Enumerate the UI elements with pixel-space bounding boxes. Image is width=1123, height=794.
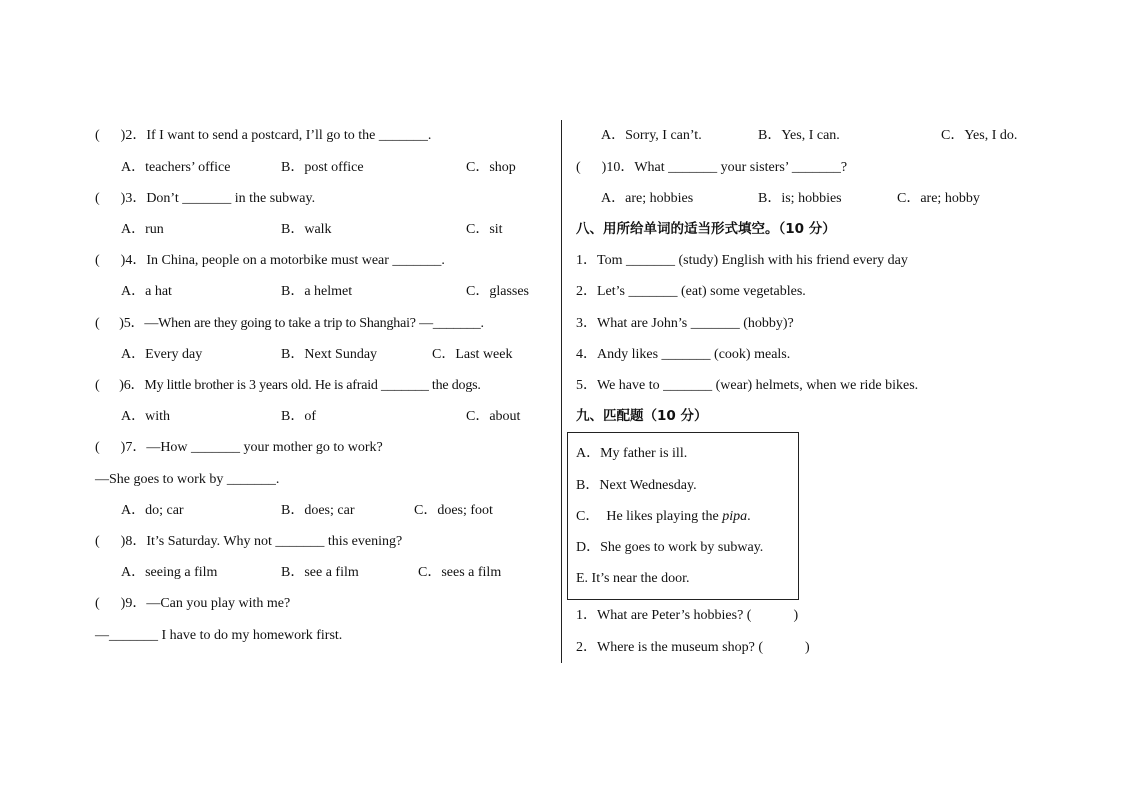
section-8-title: 八、用所给单词的适当形式填空。（10 分） <box>576 221 836 237</box>
question-4-option-c: C．glasses <box>466 284 529 299</box>
question-3-option-c: C．sit <box>466 222 503 237</box>
section-9-title: 九、匹配题（10 分） <box>576 408 708 424</box>
question-6-option-c: C．about <box>466 409 521 424</box>
match-question-2: 2．Where is the museum shop? ( ) <box>576 640 810 655</box>
matching-answer-box <box>567 432 799 600</box>
question-3-stem: ( )3．Don’t _______ in the subway. <box>95 191 316 206</box>
question-6-option-a: A．with <box>121 409 170 424</box>
question-5-option-b: B．Next Sunday <box>281 347 378 362</box>
question-10-option-b: B．is; hobbies <box>758 191 842 206</box>
question-4-stem: ( )4．In China, people on a motorbike must wear _______. <box>95 253 445 268</box>
section-8-item-5: 5．We have to _______ (wear) helmets, when we ride bikes. <box>576 378 919 393</box>
question-8-option-c: C．sees a film <box>418 565 502 580</box>
question-2-option-b: B．post office <box>281 160 364 175</box>
question-8-option-a: A．seeing a film <box>121 565 218 580</box>
question-10-option-c: C．are; hobby <box>897 191 980 206</box>
section-8-item-3: 3．What are John’s _______ (hobby)? <box>576 316 794 331</box>
question-9-option-a: A．Sorry, I can’t. <box>601 128 702 143</box>
match-option-a: A．My father is ill. <box>576 446 688 461</box>
question-6-option-b: B．of <box>281 409 316 424</box>
match-option-b: B．Next Wednesday. <box>576 478 697 493</box>
question-5-option-a: A．Every day <box>121 347 203 362</box>
match-option-c-end: . <box>747 509 751 524</box>
question-8-stem: ( )8．It’s Saturday. Why not _______ this evening? <box>95 534 403 549</box>
question-2-option-a: A．teachers’ office <box>121 160 231 175</box>
column-divider <box>561 120 562 663</box>
question-5-stem: ( )5．—When are they going to take a trip to Shanghai? —_______. <box>95 316 484 331</box>
question-2-option-c: C．shop <box>466 160 516 175</box>
question-9-option-c: C．Yes, I do. <box>941 128 1018 143</box>
question-9-stem: ( )9．—Can you play with me? <box>95 596 291 611</box>
match-option-e: E. It’s near the door. <box>576 571 690 586</box>
question-10-option-a: A．are; hobbies <box>601 191 694 206</box>
question-7-stem-reply: —She goes to work by _______. <box>95 472 280 487</box>
question-10-stem: ( )10．What _______ your sisters’ _______? <box>576 160 848 175</box>
question-7-option-c: C．does; foot <box>414 503 493 518</box>
question-3-option-b: B．walk <box>281 222 332 237</box>
question-4-option-b: B．a helmet <box>281 284 353 299</box>
match-option-d: D．She goes to work by subway. <box>576 540 764 555</box>
match-option-c <box>576 508 751 526</box>
match-option-c-text: C． He likes playing the <box>576 509 723 524</box>
question-6-stem: ( )6．My little brother is 3 years old. He is afraid _______ the dogs. <box>95 378 481 393</box>
section-8-item-2: 2．Let’s _______ (eat) some vegetables. <box>576 284 806 299</box>
question-5-option-c: C．Last week <box>432 347 513 362</box>
question-8-option-b: B．see a film <box>281 565 359 580</box>
question-7-option-b: B．does; car <box>281 503 355 518</box>
question-9-option-b: B．Yes, I can. <box>758 128 840 143</box>
match-option-c-italic: pipa <box>722 509 748 524</box>
question-7-option-a: A．do; car <box>121 503 184 518</box>
question-7-stem: ( )7．—How _______ your mother go to work? <box>95 440 383 455</box>
question-9-stem-reply: —_______ I have to do my homework first. <box>95 628 343 643</box>
section-8-item-1: 1．Tom _______ (study) English with his friend every day <box>576 253 908 268</box>
question-2-stem: ( )2．If I want to send a postcard, I’ll go to the _______. <box>95 128 432 143</box>
section-8-item-4: 4．Andy likes _______ (cook) meals. <box>576 347 791 362</box>
question-3-option-a: A．run <box>121 222 164 237</box>
question-4-option-a: A．a hat <box>121 284 172 299</box>
match-question-1: 1．What are Peter’s hobbies? ( ) <box>576 608 799 623</box>
